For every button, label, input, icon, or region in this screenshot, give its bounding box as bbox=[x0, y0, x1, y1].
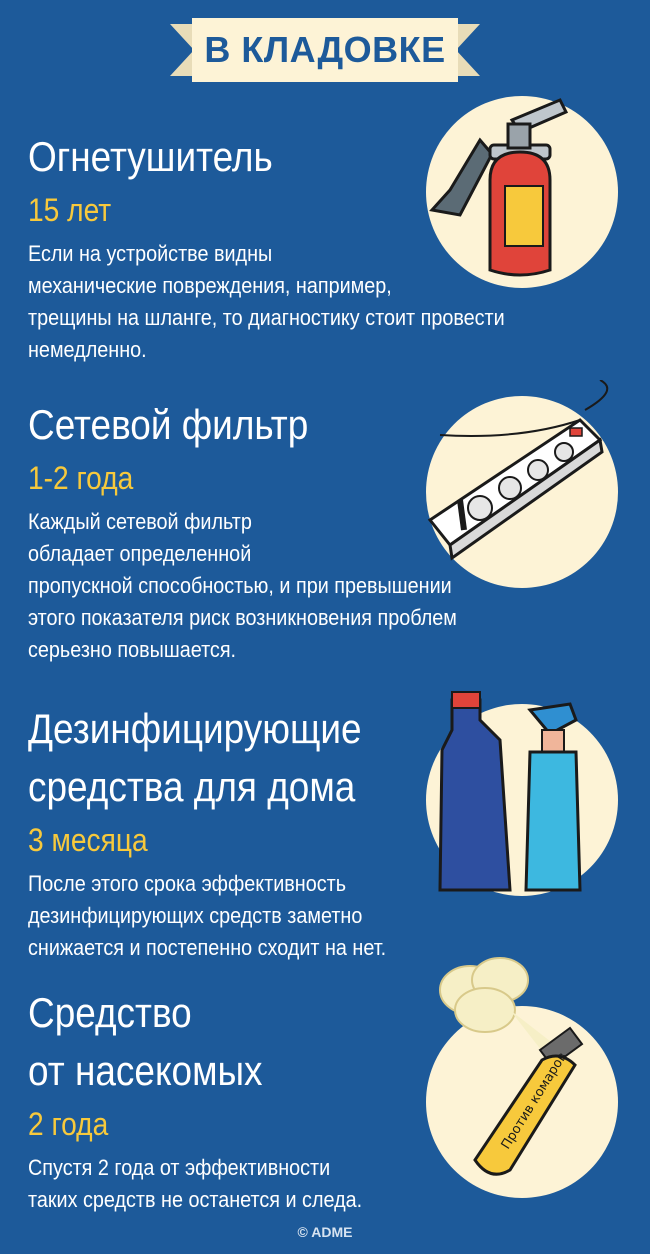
section-description: Каждый сетевой фильтр обладает определенной пропускной способностью, и при превышении этого показателя риск возникновения проблем серьезно повышается. bbox=[28, 509, 457, 662]
section-description: После этого срока эффективность дезинфицирующих средств заметно снижается и постепенно сходит на нет. bbox=[28, 871, 387, 960]
copyright: © ADME bbox=[297, 1224, 353, 1240]
section-disinfectants bbox=[28, 702, 426, 964]
power-strip-icon bbox=[420, 380, 620, 570]
section-insect-repellent bbox=[28, 986, 399, 1216]
section-duration: 15 лет bbox=[28, 192, 112, 228]
cleaning-bottles-icon bbox=[430, 690, 630, 900]
fire-extinguisher-icon bbox=[420, 90, 630, 290]
header-banner bbox=[170, 14, 480, 86]
section-title: средства для дома bbox=[28, 763, 356, 810]
section-duration: 3 месяца bbox=[28, 822, 148, 858]
section-duration: 2 года bbox=[28, 1106, 109, 1142]
page-title: В КЛАДОВКЕ bbox=[204, 29, 446, 70]
can-label: Против комаров bbox=[498, 1049, 571, 1153]
section-duration: 1-2 года bbox=[28, 460, 134, 496]
section-title: Огнетушитель bbox=[28, 133, 273, 180]
section-description: Спустя 2 года от эффективности таких средств не останется и следа. bbox=[28, 1155, 363, 1212]
section-title: Сетевой фильтр bbox=[28, 401, 309, 448]
section-title: Дезинфицирующие bbox=[28, 705, 362, 752]
section-title: от насекомых bbox=[28, 1047, 263, 1094]
insect-spray-icon bbox=[430, 950, 620, 1200]
section-description: Если на устройстве видны механические повреждения, например, трещины на шланге, то диагностику стоит провести немедленно. bbox=[28, 241, 505, 362]
section-title: Средство bbox=[28, 989, 192, 1036]
